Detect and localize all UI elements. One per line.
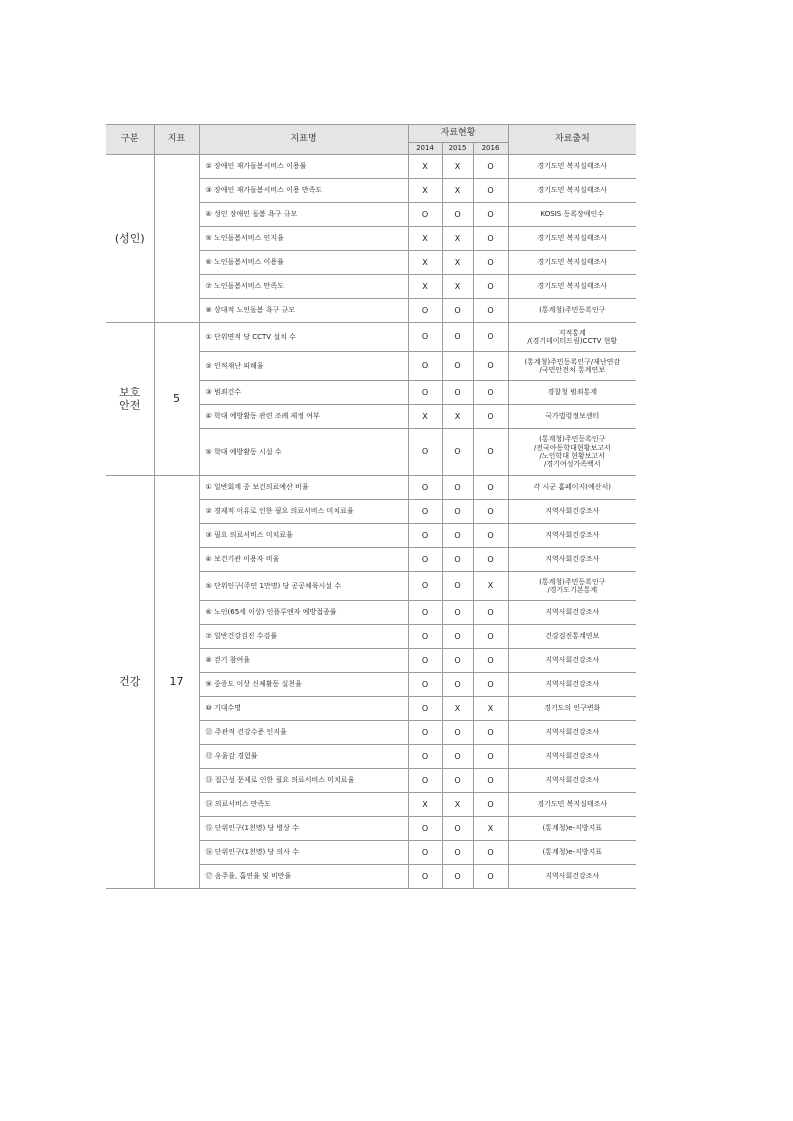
availability-mark: O xyxy=(408,548,442,572)
indicator-name: ② 장애인 재가돌봄서비스 이용률 xyxy=(199,155,408,179)
data-source xyxy=(508,179,636,203)
availability-mark: O xyxy=(408,524,442,548)
availability-mark: O xyxy=(473,299,508,323)
availability-mark: X xyxy=(442,793,473,817)
indicator-name: ⑮ 단위인구(1천명) 당 병상 수 xyxy=(199,817,408,841)
availability-mark: X xyxy=(408,405,442,429)
availability-mark: O xyxy=(473,203,508,227)
indicator-name: ② 인적재난 피해율 xyxy=(199,352,408,381)
availability-mark: X xyxy=(442,405,473,429)
table-header xyxy=(106,125,636,155)
data-source xyxy=(508,548,636,572)
availability-mark: O xyxy=(408,572,442,601)
section-category: 건강 xyxy=(106,476,154,889)
header-year-2014: 2014 xyxy=(408,143,442,155)
indicator-name: ⑯ 단위인구(1천명) 당 의사 수 xyxy=(199,841,408,865)
availability-mark: O xyxy=(408,299,442,323)
indicator-name: ① 일반회계 중 보건의료예산 비율 xyxy=(199,476,408,500)
availability-mark: O xyxy=(473,429,508,476)
availability-mark: O xyxy=(442,299,473,323)
data-source-line: 지역사회건강조사 xyxy=(545,555,600,564)
data-source xyxy=(508,793,636,817)
data-source xyxy=(508,381,636,405)
availability-mark: O xyxy=(473,179,508,203)
availability-mark: O xyxy=(442,500,473,524)
data-source xyxy=(508,649,636,673)
indicator-name: ③ 범죄건수 xyxy=(199,381,408,405)
availability-mark: O xyxy=(442,673,473,697)
availability-mark: X xyxy=(408,275,442,299)
data-source-line: 경기도민 복지실태조사 xyxy=(537,234,608,243)
data-source-line: (통계청)e-지방지표 xyxy=(542,848,603,857)
availability-mark: O xyxy=(408,721,442,745)
indicator-name: ⑫ 우울감 경험률 xyxy=(199,745,408,769)
availability-mark: O xyxy=(442,381,473,405)
availability-mark: O xyxy=(408,203,442,227)
data-source-line: KOSIS 등록장애인수 xyxy=(540,210,605,219)
data-source-line: 경찰청 범죄통계 xyxy=(547,388,598,397)
availability-mark: O xyxy=(408,429,442,476)
data-source xyxy=(508,524,636,548)
availability-mark: O xyxy=(473,745,508,769)
data-source-line: 지역사회건강조사 xyxy=(545,656,600,665)
availability-mark: O xyxy=(408,352,442,381)
availability-mark: O xyxy=(442,352,473,381)
availability-mark: O xyxy=(442,203,473,227)
data-source xyxy=(508,323,636,352)
data-source-line: 경기도민 복지실태조사 xyxy=(537,282,608,291)
availability-mark: O xyxy=(473,649,508,673)
availability-mark: O xyxy=(408,476,442,500)
availability-mark: X xyxy=(408,227,442,251)
data-source-line: /경기여성가족백서 xyxy=(544,460,601,469)
table-body xyxy=(106,155,636,889)
availability-mark: O xyxy=(442,476,473,500)
data-source xyxy=(508,155,636,179)
availability-mark: O xyxy=(442,524,473,548)
data-source xyxy=(508,227,636,251)
indicator-name: ⑩ 기대수명 xyxy=(199,697,408,721)
indicator-name: ⑦ 일반건강검진 수검률 xyxy=(199,625,408,649)
indicator-name: ④ 성인 장애인 돌봄 욕구 규모 xyxy=(199,203,408,227)
availability-mark: O xyxy=(408,381,442,405)
availability-mark: O xyxy=(408,745,442,769)
availability-mark: O xyxy=(442,721,473,745)
data-source-line: 지적통계 xyxy=(558,328,586,337)
availability-mark: X xyxy=(473,817,508,841)
indicator-name: ⑭ 의료서비스 만족도 xyxy=(199,793,408,817)
data-source xyxy=(508,841,636,865)
data-source-line: /(경기데이터드림)CCTV 현황 xyxy=(527,337,618,345)
indicator-name: ⑧ 상대적 노인돌봄 욕구 규모 xyxy=(199,299,408,323)
data-source-line: (통계청)e-지방지표 xyxy=(542,824,603,833)
availability-mark: O xyxy=(473,381,508,405)
data-source-line: 지역사회건강조사 xyxy=(545,680,600,689)
section-category: (성인) xyxy=(106,155,154,323)
data-source-line: 지역사회건강조사 xyxy=(545,872,600,881)
availability-mark: O xyxy=(408,841,442,865)
data-source-line: /경기도기본통계 xyxy=(547,586,598,594)
availability-mark: X xyxy=(442,275,473,299)
availability-mark: X xyxy=(408,251,442,275)
header-data-source: 자료출처 xyxy=(508,125,636,155)
section-category: 보호 안전 xyxy=(106,323,154,476)
indicator-name: ⑥ 노인돌봄서비스 이용률 xyxy=(199,251,408,275)
availability-mark: O xyxy=(442,323,473,352)
availability-mark: O xyxy=(473,405,508,429)
header-year-2016: 2016 xyxy=(473,143,508,155)
availability-mark: X xyxy=(473,572,508,601)
data-source xyxy=(508,769,636,793)
indicator-name: ③ 장애인 재가돌봄서비스 이용 만족도 xyxy=(199,179,408,203)
data-source-line: 건강검진통계연보 xyxy=(545,632,600,641)
availability-mark: O xyxy=(442,572,473,601)
availability-mark: O xyxy=(473,793,508,817)
indicator-name: ① 단위면적 당 CCTV 설치 수 xyxy=(199,323,408,352)
availability-mark: O xyxy=(473,673,508,697)
availability-mark: O xyxy=(473,721,508,745)
data-source-line: 지역사회건강조사 xyxy=(545,507,600,516)
availability-mark: O xyxy=(473,476,508,500)
data-source xyxy=(508,697,636,721)
data-source-line: (통계청)주민등록인구 xyxy=(539,306,606,315)
data-source-line: (통계청)주민등록인구 xyxy=(539,577,606,586)
availability-mark: O xyxy=(473,841,508,865)
availability-mark: O xyxy=(473,500,508,524)
availability-mark: O xyxy=(408,649,442,673)
indicator-name: ⑨ 중증도 이상 신체활동 실천율 xyxy=(199,673,408,697)
indicator-table xyxy=(106,124,636,889)
availability-mark: X xyxy=(473,697,508,721)
availability-mark: O xyxy=(473,155,508,179)
availability-mark: O xyxy=(442,429,473,476)
data-source-line: 지역사회건강조사 xyxy=(545,608,600,617)
table-row xyxy=(106,155,636,179)
data-source-line: 지역사회건강조사 xyxy=(545,728,600,737)
availability-mark: O xyxy=(473,352,508,381)
data-source xyxy=(508,405,636,429)
availability-mark: O xyxy=(473,323,508,352)
availability-mark: O xyxy=(473,769,508,793)
table-row xyxy=(106,323,636,352)
availability-mark: O xyxy=(473,275,508,299)
availability-mark: O xyxy=(473,601,508,625)
indicator-name: ⑧ 걷기 참여율 xyxy=(199,649,408,673)
availability-mark: O xyxy=(442,548,473,572)
data-source xyxy=(508,251,636,275)
data-source-line: 각 시군 홈페이지(예산서) xyxy=(533,483,612,492)
availability-mark: O xyxy=(408,625,442,649)
availability-mark: O xyxy=(442,769,473,793)
availability-mark: O xyxy=(473,865,508,889)
availability-mark: O xyxy=(473,227,508,251)
availability-mark: O xyxy=(408,601,442,625)
availability-mark: O xyxy=(408,673,442,697)
data-source-line: 경기도민 복지실태조사 xyxy=(537,800,608,809)
indicator-name: ⑤ 노인돌봄서비스 인지율 xyxy=(199,227,408,251)
indicator-name: ⑤ 단위인구(주민 1만명) 당 공공체육시설 수 xyxy=(199,572,408,601)
indicator-name: ③ 필요 의료서비스 미치료율 xyxy=(199,524,408,548)
data-source-line: (통계청)주민등록인구 xyxy=(539,435,606,444)
indicator-name: ⑰ 음주율, 흡연율 및 비만율 xyxy=(199,865,408,889)
data-source xyxy=(508,275,636,299)
availability-mark: O xyxy=(408,697,442,721)
indicator-name: ⑪ 주관적 건강수준 인지율 xyxy=(199,721,408,745)
header-year-2015: 2015 xyxy=(442,143,473,155)
header-indicator-name: 지표명 xyxy=(199,125,408,155)
data-source xyxy=(508,203,636,227)
availability-mark: O xyxy=(473,251,508,275)
section-indicator-count: 5 xyxy=(154,323,199,476)
availability-mark: O xyxy=(408,323,442,352)
data-source xyxy=(508,476,636,500)
availability-mark: O xyxy=(442,745,473,769)
availability-mark: X xyxy=(408,155,442,179)
data-source-line: /노인학대 현황보고서 xyxy=(539,452,605,460)
data-source xyxy=(508,352,636,381)
availability-mark: X xyxy=(442,179,473,203)
availability-mark: O xyxy=(473,625,508,649)
availability-mark: O xyxy=(408,500,442,524)
availability-mark: O xyxy=(442,625,473,649)
data-source xyxy=(508,817,636,841)
availability-mark: X xyxy=(442,227,473,251)
availability-mark: X xyxy=(408,793,442,817)
availability-mark: O xyxy=(408,817,442,841)
data-source xyxy=(508,429,636,476)
indicator-name: ⑥ 노인(65세 이상) 인플루엔자 예방접종률 xyxy=(199,601,408,625)
data-source-line: 지역사회건강조사 xyxy=(545,776,600,785)
section-indicator-count xyxy=(154,155,199,323)
data-source-line: 지역사회건강조사 xyxy=(545,531,600,540)
indicator-name: ② 경제적 이유로 인한 필요 의료서비스 미치료율 xyxy=(199,500,408,524)
availability-mark: O xyxy=(408,865,442,889)
data-source xyxy=(508,500,636,524)
indicator-name: ⑦ 노인돌봄서비스 만족도 xyxy=(199,275,408,299)
section-indicator-count: 17 xyxy=(154,476,199,889)
availability-mark: O xyxy=(442,841,473,865)
availability-mark: O xyxy=(442,865,473,889)
data-source xyxy=(508,601,636,625)
data-source-line: /국민안전처 통계연보 xyxy=(539,366,605,374)
availability-mark: O xyxy=(442,601,473,625)
header-category: 구분 xyxy=(106,125,154,155)
data-source-line: /전국아동학대현황보고서 xyxy=(533,443,611,452)
availability-mark: O xyxy=(473,524,508,548)
indicator-name: ④ 학대 예방활동 관련 조례 제정 여부 xyxy=(199,405,408,429)
data-source xyxy=(508,721,636,745)
availability-mark: X xyxy=(408,179,442,203)
data-source-line: (통계청)주민등록인구/재난연감 xyxy=(524,357,621,366)
header-indicator: 지표 xyxy=(154,125,199,155)
availability-mark: O xyxy=(442,649,473,673)
availability-mark: X xyxy=(442,251,473,275)
indicator-name: ⑤ 학대 예방활동 시설 수 xyxy=(199,429,408,476)
data-source xyxy=(508,572,636,601)
data-source-line: 경기도의 인구변화 xyxy=(544,704,601,713)
availability-mark: X xyxy=(442,697,473,721)
data-source xyxy=(508,865,636,889)
data-source-line: 경기도민 복지실태조사 xyxy=(537,162,608,171)
data-source-line: 지역사회건강조사 xyxy=(545,752,600,761)
indicator-name: ⑬ 접근성 문제로 인한 필요 의료서비스 미치료율 xyxy=(199,769,408,793)
data-source xyxy=(508,299,636,323)
data-source xyxy=(508,745,636,769)
data-source-line: 경기도민 복지실태조사 xyxy=(537,186,608,195)
data-source xyxy=(508,625,636,649)
indicator-name: ④ 보건기관 이용자 비율 xyxy=(199,548,408,572)
availability-mark: O xyxy=(442,817,473,841)
table-row xyxy=(106,476,636,500)
data-source xyxy=(508,673,636,697)
availability-mark: O xyxy=(408,769,442,793)
data-source-line: 국가법령정보센터 xyxy=(545,412,600,421)
availability-mark: O xyxy=(473,548,508,572)
header-data-status: 자료현황 xyxy=(408,125,508,143)
data-source-line: 경기도민 복지실태조사 xyxy=(537,258,608,267)
availability-mark: X xyxy=(442,155,473,179)
